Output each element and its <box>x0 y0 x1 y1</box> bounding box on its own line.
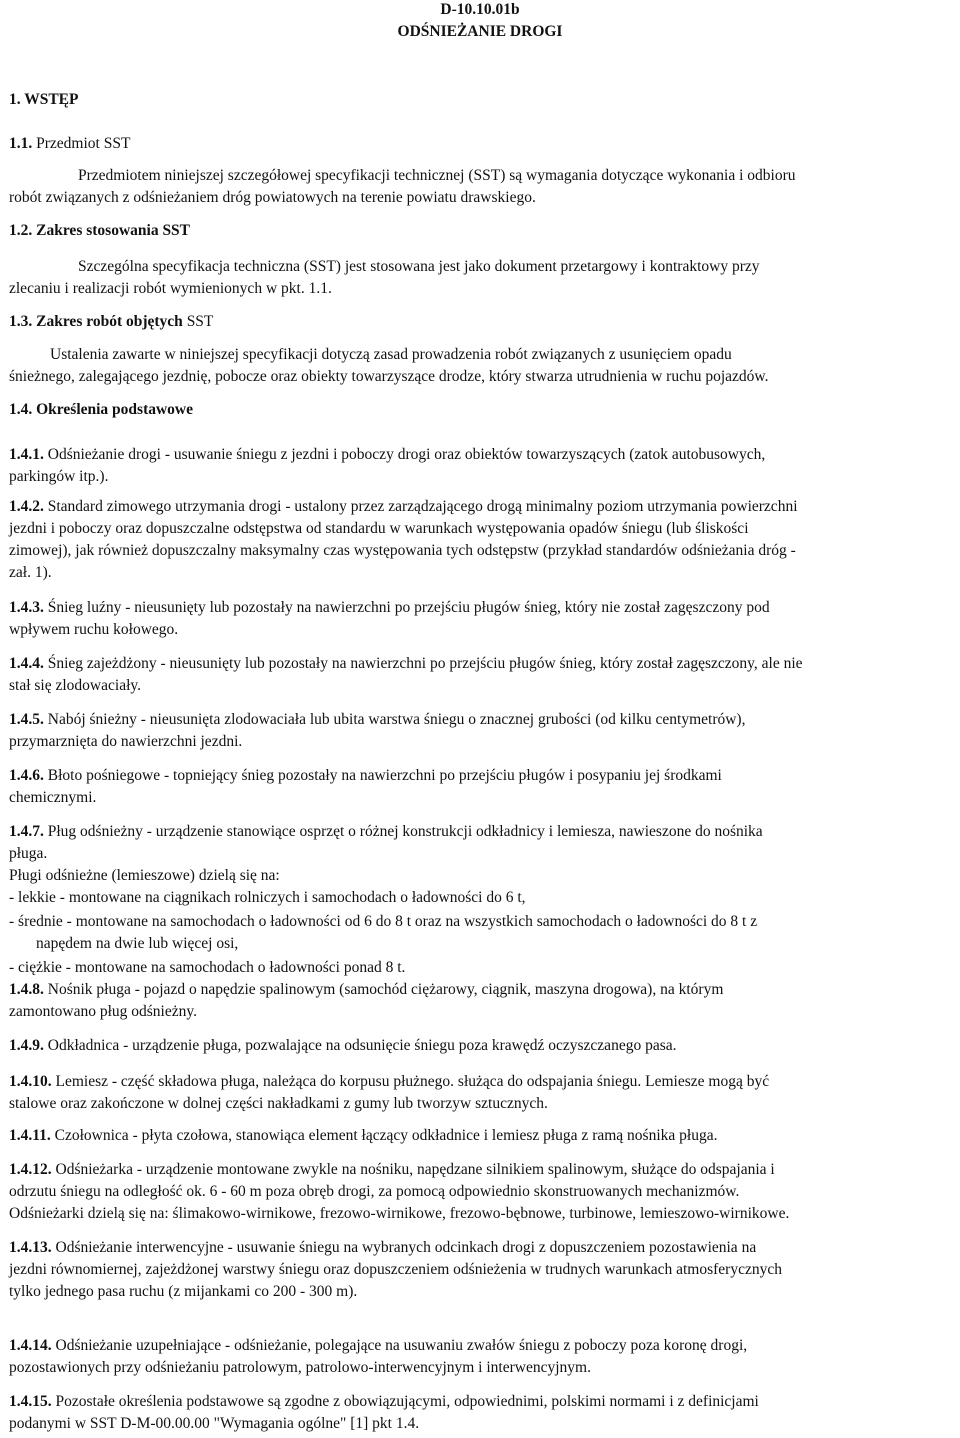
section-1-3-title: Zakres robót objętych <box>36 313 183 330</box>
definition-1-4-10-continued: stalowe oraz zakończone w dolnej części nakładkami z gumy lub tworzyw sztucznych. <box>9 1095 548 1112</box>
document-title: ODŚNIEŻANIE DROGI <box>397 23 563 40</box>
definition-1-4-15 <box>9 1392 950 1412</box>
definition-1-4-11 <box>9 1126 950 1146</box>
definition-number: 1.4.4. <box>9 655 44 672</box>
section-1-1-title: Przedmiot SST <box>36 135 131 152</box>
definition-number: 1.4.7. <box>9 823 44 840</box>
definition-text: Lemiesz - część składowa pługa, należąca do korpusu płużnego. służąca do odspajania śniegu. Lemiesze mogą być <box>55 1073 770 1090</box>
definition-text: Odśnieżanie interwencyjne - usuwanie śniegu na wybranych odcinkach drogi z dopuszczeniem pozostawienia na <box>55 1239 757 1256</box>
definition-number: 1.4.11. <box>9 1127 51 1144</box>
definition-1-4-12 <box>9 1160 950 1180</box>
section-1-1-heading <box>9 134 950 154</box>
definition-1-4-13-continued: tylko jednego pasa ruchu (z mijankami co 200 - 300 m). <box>9 1283 358 1300</box>
section-1-heading: 1. WSTĘP <box>9 91 79 108</box>
section-1-2-number: 1.2. <box>9 222 33 239</box>
definition-number: 1.4.1. <box>9 446 44 463</box>
section-1-2-title: Zakres stosowania SST <box>36 222 191 239</box>
definition-1-4-2 <box>9 497 950 517</box>
definition-1-4-13-continued: jezdni równomiernej, zajeżdżonej warstwy śniegu oraz dopuszczeniem odśnieżenia w trudnych warunkach atmosferycznych <box>9 1261 782 1278</box>
section-1-3-number: 1.3. <box>9 313 33 330</box>
definition-number: 1.4.3. <box>9 599 44 616</box>
definition-number: 1.4.15. <box>9 1393 52 1410</box>
definition-1-4-5 <box>9 710 950 730</box>
definition-1-4-6 <box>9 766 950 786</box>
definition-text: Błoto pośniegowe - topniejący śnieg pozostały na nawierzchni po przejściu pługów i posypaniu jej środkami <box>47 767 722 784</box>
definition-1-4-2-continued: zał. 1). <box>9 564 52 581</box>
definition-number: 1.4.9. <box>9 1037 44 1054</box>
definition-1-4-8-continued: zamontowano pług odśnieżny. <box>9 1003 197 1020</box>
definition-text: Pług odśnieżny - urządzenie stanowiące osprzęt o różnej konstrukcji odkładnicy i lemiesza, nawieszone do nośnika <box>47 823 763 840</box>
section-1-3-paragraph-line: Ustalenia zawarte w niniejszej specyfikacji dotyczą zasad prowadzenia robót związanych z usunięciem opadu <box>50 346 732 363</box>
definition-1-4-4-continued: stał się zlodowaciały. <box>9 677 141 694</box>
section-1-3-paragraph-line: śnieżnego, zalegającego jezdnię, pobocze oraz obiekty towarzyszące drodze, który stwarza utrudnienia w ruchu pojazdów. <box>9 368 769 385</box>
definition-1-4-7 <box>9 822 950 842</box>
definition-text: Nośnik pługa - pojazd o napędzie spalinowym (samochód ciężarowy, ciągnik, maszyna drogowa), na którym <box>47 981 724 998</box>
list-item: - ciężkie - montowane na samochodach o ładowności ponad 8 t. <box>9 959 406 976</box>
definition-1-4-1-continued: parkingów itp.). <box>9 468 109 485</box>
list-item-continued: napędem na dwie lub więcej osi, <box>36 935 239 952</box>
definition-1-4-12-continued: Odśnieżarki dzielą się na: ślimakowo-wirnikowe, frezowo-wirnikowe, frezowo-bębnowe, turbinowe, lemieszowo-wirnikowe. <box>9 1205 790 1222</box>
definition-1-4-2-continued: zimowej), jak również dopuszczalny maksymalny czas występowania tych odstępstw (przykład standardów odśnieżania dróg - <box>9 542 796 559</box>
definition-number: 1.4.13. <box>9 1239 52 1256</box>
definition-text: Nabój śnieżny - nieusunięta zlodowaciała lub ubita warstwa śniegu o znacznej grubości (od kilku centymetrów), <box>47 711 746 728</box>
section-1-1-paragraph-line: Przedmiotem niniejszej szczegółowej specyfikacji technicznej (SST) są wymagania dotyczące wykonania i odbioru <box>78 167 796 184</box>
section-1-1-number: 1.1. <box>9 135 33 152</box>
definition-text: Śnieg luźny - nieusunięty lub pozostały na nawierzchni po przejściu pługów śnieg, który nie został zagęszczony pod <box>47 599 770 616</box>
definition-1-4-1 <box>9 445 950 465</box>
definition-1-4-3 <box>9 598 950 618</box>
definition-1-4-7-continued: Pługi odśnieżne (lemieszowe) dzielą się na: <box>9 867 280 884</box>
definition-1-4-9 <box>9 1036 950 1056</box>
definition-1-4-15-continued: podanymi w SST D-M-00.00.00 "Wymagania ogólne" [1] pkt 1.4. <box>9 1415 420 1432</box>
section-1-3-title-suffix: SST <box>186 313 214 330</box>
document-code: D-10.10.01b <box>440 1 520 18</box>
definition-1-4-12-continued: odrzutu śniegu na odległość ok. 6 - 60 m poza obręb drogi, za pomocą odpowiednio skonstruowanych mechanizmów. <box>9 1183 740 1200</box>
definition-number: 1.4.14. <box>9 1337 52 1354</box>
definition-text: Odśnieżanie drogi - usuwanie śniegu z jezdni i poboczy drogi oraz obiektów towarzyszących (zatok autobusowych, <box>47 446 766 463</box>
definition-1-4-10 <box>9 1072 950 1092</box>
section-1-4-heading: 1.4. Określenia podstawowe <box>9 401 194 418</box>
section-1-1-paragraph-line: robót związanych z odśnieżaniem dróg powiatowych na terenie powiatu drawskiego. <box>9 189 536 206</box>
definition-1-4-7-continued: pługa. <box>9 845 48 862</box>
definition-1-4-14-continued: pozostawionych przy odśnieżaniu patrolowym, patrolowo-interwencyjnym i interwencyjnym. <box>9 1359 591 1376</box>
definition-text: Odśnieżanie uzupełniające - odśnieżanie, polegające na usuwaniu zwałów śniegu z poboczy poza koronę drogi, <box>55 1337 748 1354</box>
definition-1-4-4 <box>9 654 950 674</box>
definition-number: 1.4.5. <box>9 711 44 728</box>
definition-text: Czołownica - płyta czołowa, stanowiąca element łączący odkładnice i lemiesz pługa z ramą nośnika pługa. <box>54 1127 718 1144</box>
definition-text: Pozostałe określenia podstawowe są zgodne z obowiązującymi, odpowiednimi, polskimi normami i z definicjami <box>55 1393 759 1410</box>
list-item: - lekkie - montowane na ciągnikach rolniczych i samochodach o ładowności do 6 t, <box>9 889 526 906</box>
definition-text: Odkładnica - urządzenie pługa, pozwalające na odsunięcie śniegu poza krawędź oczyszczanego pasa. <box>47 1037 677 1054</box>
definition-1-4-8 <box>9 980 950 1000</box>
definition-text: Śnieg zajeżdżony - nieusunięty lub pozostały na nawierzchni po przejściu pługów śnieg, który został zagęszczony, ale nie <box>47 655 803 672</box>
definition-1-4-2-continued: jezdni i poboczy oraz dopuszczalne odstępstwa od standardu w warunkach występowania opadów śniegu (lub śliskości <box>9 520 749 537</box>
definition-1-4-5-continued: przymarznięta do nawierzchni jezdni. <box>9 733 243 750</box>
definition-text: Odśnieżarka - urządzenie montowane zwykle na nośniku, napędzane silnikiem spalinowym, służące do odspajania i <box>55 1161 775 1178</box>
definition-number: 1.4.2. <box>9 498 44 515</box>
list-item: - średnie - montowane na samochodach o ładowności od 6 do 8 t oraz na wszystkich samochodach o ładowności do 8 t z <box>9 913 758 930</box>
definition-1-4-13 <box>9 1238 950 1258</box>
section-1-3-heading <box>9 312 950 332</box>
definition-1-4-14 <box>9 1336 950 1356</box>
definition-1-4-3-continued: wpływem ruchu kołowego. <box>9 621 179 638</box>
section-1-2-paragraph-line: zlecaniu i realizacji robót wymienionych w pkt. 1.1. <box>9 280 332 297</box>
definition-number: 1.4.8. <box>9 981 44 998</box>
section-1-2-paragraph-line: Szczególna specyfikacja techniczna (SST) jest stosowana jest jako dokument przetargowy i kontraktowy przy <box>78 258 760 275</box>
definition-1-4-6-continued: chemicznymi. <box>9 789 97 806</box>
definition-text: Standard zimowego utrzymania drogi - ustalony przez zarządzającego drogą minimalny poziom utrzymania powierzchni <box>47 498 798 515</box>
section-1-2-heading <box>9 221 950 241</box>
definition-number: 1.4.10. <box>9 1073 52 1090</box>
definition-number: 1.4.6. <box>9 767 44 784</box>
definition-number: 1.4.12. <box>9 1161 52 1178</box>
